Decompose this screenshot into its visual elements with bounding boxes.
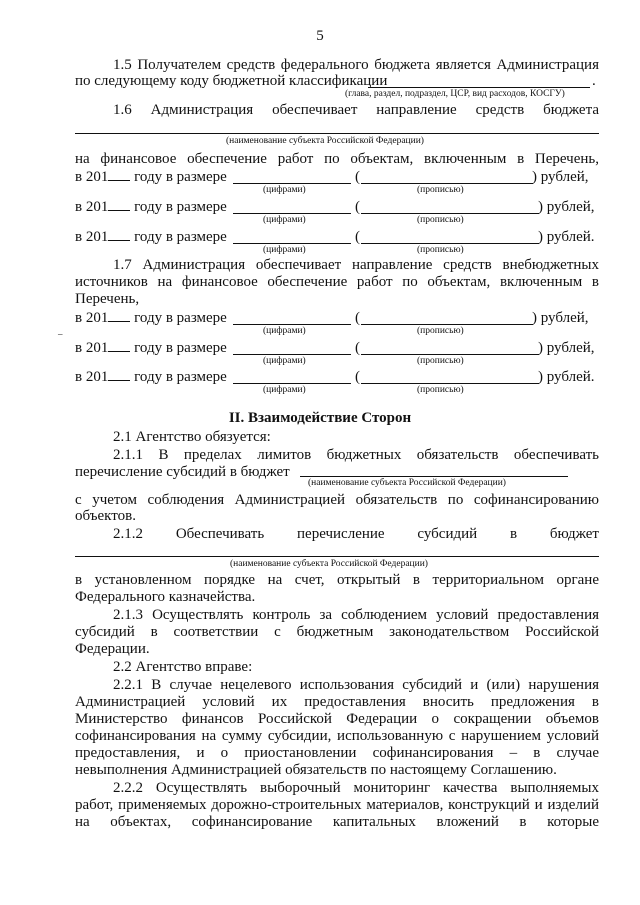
rub-b3: ) рублей. (538, 369, 595, 385)
words-caption-a2: (прописью) (417, 215, 464, 225)
year-prefix: в 201 (75, 199, 109, 215)
year-field (108, 351, 130, 352)
p2-2: 2.2 Агентство вправе: (113, 659, 253, 675)
p2-1-2-w1: Обеспечивать (175, 526, 265, 542)
digits-caption-a2: (цифрами) (263, 215, 306, 225)
p2-1-3-line3: Федерации. (75, 641, 150, 657)
year-field (108, 180, 130, 181)
words-field-a1 (361, 183, 533, 184)
digits-field-a3 (233, 243, 351, 244)
digits-field-a2 (233, 213, 351, 214)
words-field-b2 (361, 354, 539, 355)
rub-b1: ) рублей, (532, 310, 589, 326)
year-field (108, 240, 130, 241)
p2-1: 2.1 Агентство обязуется: (113, 429, 271, 445)
p1-6-w5: бюджета (543, 102, 599, 118)
paren-b2: ( (355, 340, 360, 356)
subject-name-field-1 (75, 133, 599, 134)
digits-field-b1 (233, 324, 351, 325)
p1-6-w3: направление (376, 102, 457, 118)
p2-1-2-line2: в установленном порядке на счет, открытый в территориальном органе (75, 572, 599, 588)
p1-7-line1: 1.7 Администрация обеспечивает направление средств внебюджетных (113, 257, 599, 273)
p2-2-1-line1: 2.2.1 В случае нецелевого использования субсидий и (или) нарушения (113, 677, 599, 693)
p2-2-1-line2: Администрацией условий их предоставления вносить предложения в (75, 694, 599, 710)
year-suffix: году в размере (134, 310, 227, 326)
digits-caption-b1: (цифрами) (263, 326, 306, 336)
rub-a2: ) рублей, (538, 199, 595, 215)
subject-name-field-3 (75, 556, 599, 557)
p2-1-1-line4: объектов. (75, 508, 136, 524)
p1-5-line1: 1.5 Получателем средств федерального бюджета является Администрация (113, 57, 599, 73)
subject-name-caption-3: (наименование субъекта Российской Федерации) (230, 559, 428, 569)
budget-code-field (368, 87, 590, 88)
digits-caption-a3: (цифрами) (263, 245, 306, 255)
paren-a2: ( (355, 199, 360, 215)
p2-2-2-line3: на объектах, софинансирование капитальных вложений в которые (75, 814, 599, 830)
digits-caption-b2: (цифрами) (263, 356, 306, 366)
year-prefix: в 201 (75, 340, 109, 356)
subject-name-field-2 (300, 476, 568, 477)
p2-2-2-line2: работ, применяемых дорожно-строительных материалов, конструкций и изделий (75, 797, 599, 813)
p2-1-2-w3: субсидий (417, 526, 478, 542)
margin-mark: – (58, 329, 63, 339)
words-caption-a3: (прописью) (417, 245, 464, 255)
budget-code-caption: (глава, раздел, подраздел, ЦСР, вид расходов, КОСГУ) (345, 89, 565, 99)
year-suffix: году в размере (134, 340, 227, 356)
paren-b3: ( (355, 369, 360, 385)
subject-name-caption-2: (наименование субъекта Российской Федерации) (308, 478, 506, 488)
p1-6-w1: Администрация (150, 102, 254, 118)
words-field-a3 (361, 243, 539, 244)
p2-2-1-line4: софинансирования на сумму субсидии, использованную с нарушением условий (75, 728, 599, 744)
rub-a3: ) рублей. (538, 229, 595, 245)
p1-7-line3: Перечень, (75, 291, 140, 307)
p1-5-line2-text: по следующему коду бюджетной классификации (75, 73, 388, 89)
p1-6-line1 (113, 102, 599, 119)
p1-6-w4: средств (475, 102, 525, 118)
p2-1-2-w2: перечисление (297, 526, 385, 542)
paren-b1: ( (355, 310, 360, 326)
year-prefix: в 201 (75, 169, 109, 185)
year-prefix: в 201 (75, 229, 109, 245)
p2-1-3-line2: субсидий в соответствии с бюджетным законодательством Российской (75, 624, 599, 640)
paren-a3: ( (355, 229, 360, 245)
rub-b2: ) рублей, (538, 340, 595, 356)
digits-field-b3 (233, 383, 351, 384)
p1-6-w0: 1.6 (113, 102, 132, 118)
words-field-b3 (361, 383, 539, 384)
year-suffix: году в размере (134, 369, 227, 385)
p2-2-2-line1: 2.2.2 Осуществлять выборочный мониторинг качества выполняемых (113, 780, 599, 796)
p2-1-1-line3: с учетом соблюдения Администрацией обязательств по софинансированию (75, 492, 599, 508)
words-caption-a1: (прописью) (417, 185, 464, 195)
words-caption-b3: (прописью) (417, 385, 464, 395)
p2-2-1-line3: Министерство финансов Российской Федерации о сокращении объемов (75, 711, 599, 727)
year-field (108, 321, 130, 322)
p2-1-2-line3: Федерального казначейства. (75, 589, 256, 605)
words-caption-b1: (прописью) (417, 326, 464, 336)
year-suffix: году в размере (134, 229, 227, 245)
digits-caption-b3: (цифрами) (263, 385, 306, 395)
words-field-b1 (361, 324, 533, 325)
p2-1-1-line2: перечисление субсидий в бюджет (75, 464, 290, 480)
p2-1-2-w0: 2.1.2 (113, 526, 143, 542)
section-heading: II. Взаимодействие Сторон (228, 410, 412, 426)
words-caption-b2: (прописью) (417, 356, 464, 366)
digits-field-b2 (233, 354, 351, 355)
year-field (108, 210, 130, 211)
year-field (108, 380, 130, 381)
p2-1-2-w4: в (509, 526, 518, 542)
p2-1-3-line1: 2.1.3 Осуществлять контроль за соблюдением условий предоставления (113, 607, 599, 623)
p1-7-line2: источников на финансовое обеспечение работ по объектам, включенным в (75, 274, 599, 290)
p1-6-w2: обеспечивает (272, 102, 358, 118)
year-suffix: году в размере (134, 199, 227, 215)
p1-6-line2: на финансовое обеспечение работ по объектам, включенным в Перечень, (75, 151, 599, 167)
rub-a1: ) рублей, (532, 169, 589, 185)
p1-5-line2-end: . (592, 73, 596, 89)
p2-1-1-line1: 2.1.1 В пределах лимитов бюджетных обязательств обеспечивать (113, 447, 599, 463)
year-prefix: в 201 (75, 310, 109, 326)
year-suffix: году в размере (134, 169, 227, 185)
p2-1-2-w5: бюджет (549, 526, 599, 542)
page-number: 5 (316, 28, 324, 44)
p2-2-1-line6: невыполнения Администрацией обязательств по настоящему Соглашению. (75, 762, 557, 778)
paren-a1: ( (355, 169, 360, 185)
words-field-a2 (361, 213, 539, 214)
digits-caption-a1: (цифрами) (263, 185, 306, 195)
year-prefix: в 201 (75, 369, 109, 385)
p2-2-1-line5: предоставления, и о приостановлении софинансирования – в случае (75, 745, 599, 761)
digits-field-a1 (233, 183, 351, 184)
p2-1-2-line1 (113, 526, 599, 543)
subject-name-caption-1: (наименование субъекта Российской Федерации) (226, 136, 424, 146)
